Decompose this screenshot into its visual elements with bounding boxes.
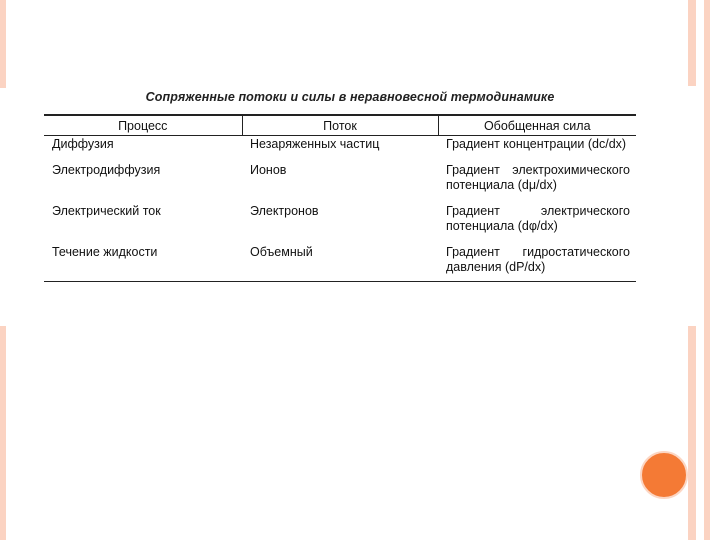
flows-forces-table [44,114,636,282]
cell-process: Течение жидкости [44,244,242,282]
cell-flow: Ионов [250,163,287,177]
left-frame-decoration [0,0,14,540]
right-frame-decoration [680,0,720,540]
cell-force: Градиент концентрации (dc/dx) [446,137,627,151]
header-process: Процесс [44,115,242,136]
table-row [44,244,636,282]
cell-process: Электрический ток [52,204,161,218]
cell-flow: Незаряженных частиц [250,137,380,151]
cell-process: Диффузия [52,137,114,151]
cell-force: Градиент электрического потенциала (dφ/dx) [446,204,630,233]
table-row [44,162,636,203]
decorative-circle [640,451,688,499]
header-force: Обобщенная сила [438,115,636,136]
table-row [44,136,636,163]
cell-process: Электродиффузия [52,163,161,177]
table-header-row [44,115,636,136]
table-row [44,203,636,244]
header-flow: Поток [242,115,438,136]
cell-flow: Электронов [250,204,319,218]
table-title: Сопряженные потоки и силы в неравновесной термодинамике [145,90,555,104]
cell-force: Градиент гидростатического давления (dP/dx) [438,244,636,282]
cell-force: Градиент электрохимического потенциала (dμ/dx) [446,163,630,192]
table-figure [44,90,636,282]
cell-flow: Объемный [242,244,438,282]
